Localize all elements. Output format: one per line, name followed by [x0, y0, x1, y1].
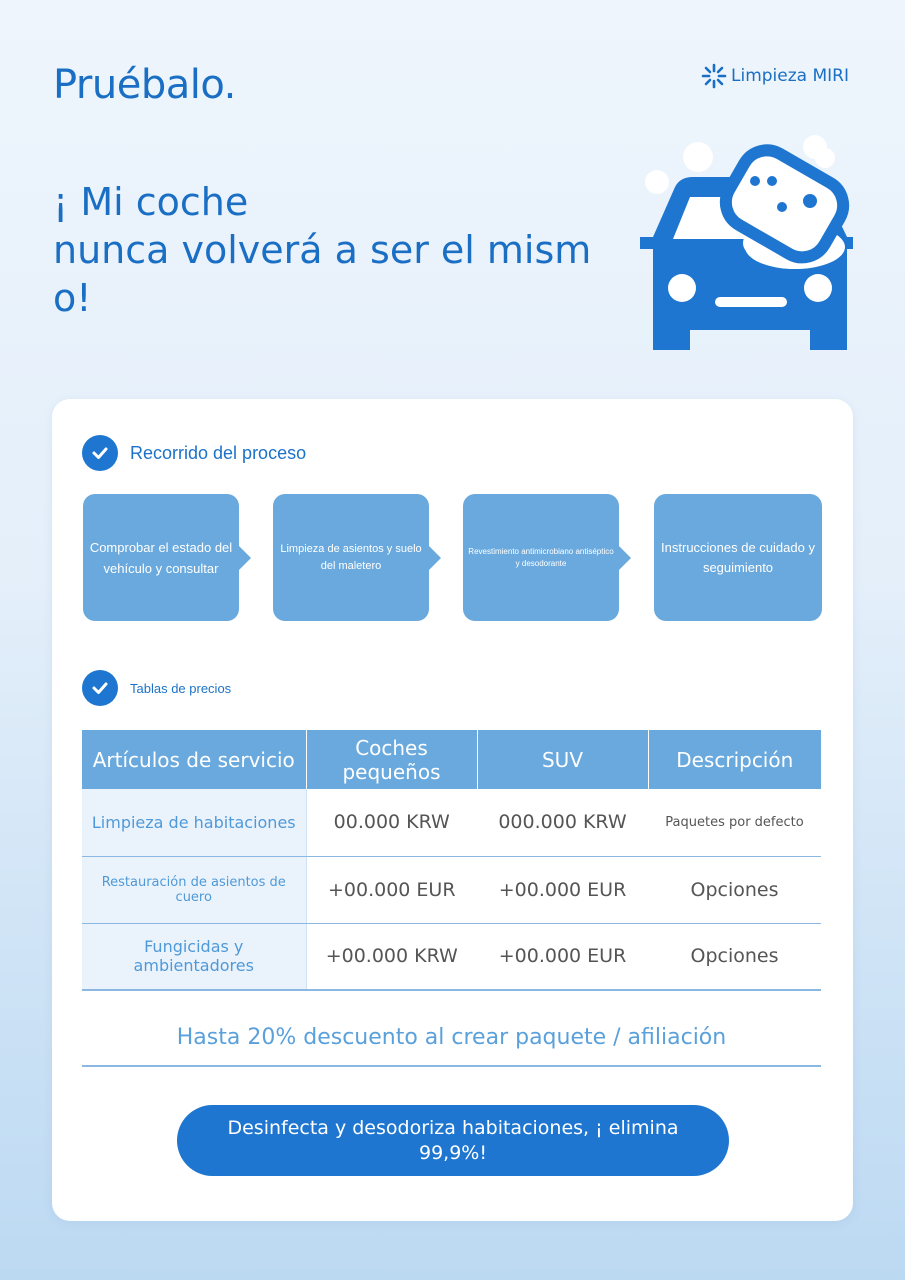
header-service-items: Artículos de servicio [82, 730, 306, 789]
headline-line-2: nunca volverá a ser el mism [53, 228, 592, 272]
brand-name: Limpieza MIRI [731, 66, 849, 86]
cta-button[interactable] [177, 1105, 729, 1176]
row-small-price: +00.000 KRW [306, 923, 477, 990]
row-description: Opciones [648, 923, 821, 990]
cta-label: Desinfecta y desodoriza habitaciones, ¡ elimina 99,9%! [227, 1116, 679, 1164]
row-suv-price: +00.000 EUR [477, 923, 648, 990]
brand-logo[interactable] [700, 62, 849, 90]
row-small-price: +00.000 EUR [306, 856, 477, 923]
arrow-right-icon [429, 546, 441, 570]
row-item: Limpieza de habitaciones [82, 789, 306, 856]
check-icon [82, 670, 118, 706]
row-item: Restauración de asientos de cuero [82, 856, 306, 923]
row-small-price: 00.000 KRW [306, 789, 477, 856]
sparkle-icon [700, 62, 728, 90]
process-step-1: Comprobar el estado del vehículo y consultar [83, 494, 239, 621]
headline [53, 178, 593, 322]
tagline: Pruébalo. [53, 62, 236, 108]
row-suv-price: 000.000 KRW [477, 789, 648, 856]
table-row [82, 856, 821, 923]
arrow-right-icon [619, 546, 631, 570]
car-wash-icon [635, 125, 860, 355]
discount-banner: Hasta 20% descuento al crear paquete / afiliación [82, 1010, 821, 1067]
header-small-cars: Coches pequeños [306, 730, 477, 789]
pricing-section-header [82, 670, 231, 706]
row-item: Fungicidas y ambientadores [82, 923, 306, 990]
row-description: Paquetes por defecto [648, 789, 821, 856]
header-description: Descripción [648, 730, 821, 789]
headline-line-1: ¡ Mi coche [53, 180, 249, 224]
row-description: Opciones [648, 856, 821, 923]
process-title: Recorrido del proceso [130, 442, 307, 463]
arrow-right-icon [239, 546, 251, 570]
headline-line-3: o! [53, 276, 92, 320]
check-icon [82, 435, 118, 471]
pricing-title: Tablas de precios [130, 680, 232, 696]
row-suv-price: +00.000 EUR [477, 856, 648, 923]
process-step-3: Revestimiento antimicrobiano antiséptico y desodorante [463, 494, 619, 621]
table-row [82, 789, 821, 856]
table-row [82, 923, 821, 990]
price-table [82, 730, 821, 991]
process-section-header [82, 435, 306, 471]
table-header-row [82, 730, 821, 789]
process-step-4: Instrucciones de cuidado y seguimiento [654, 494, 822, 621]
header-suv: SUV [477, 730, 648, 789]
process-step-2: Limpieza de asientos y suelo del maletero [273, 494, 429, 621]
